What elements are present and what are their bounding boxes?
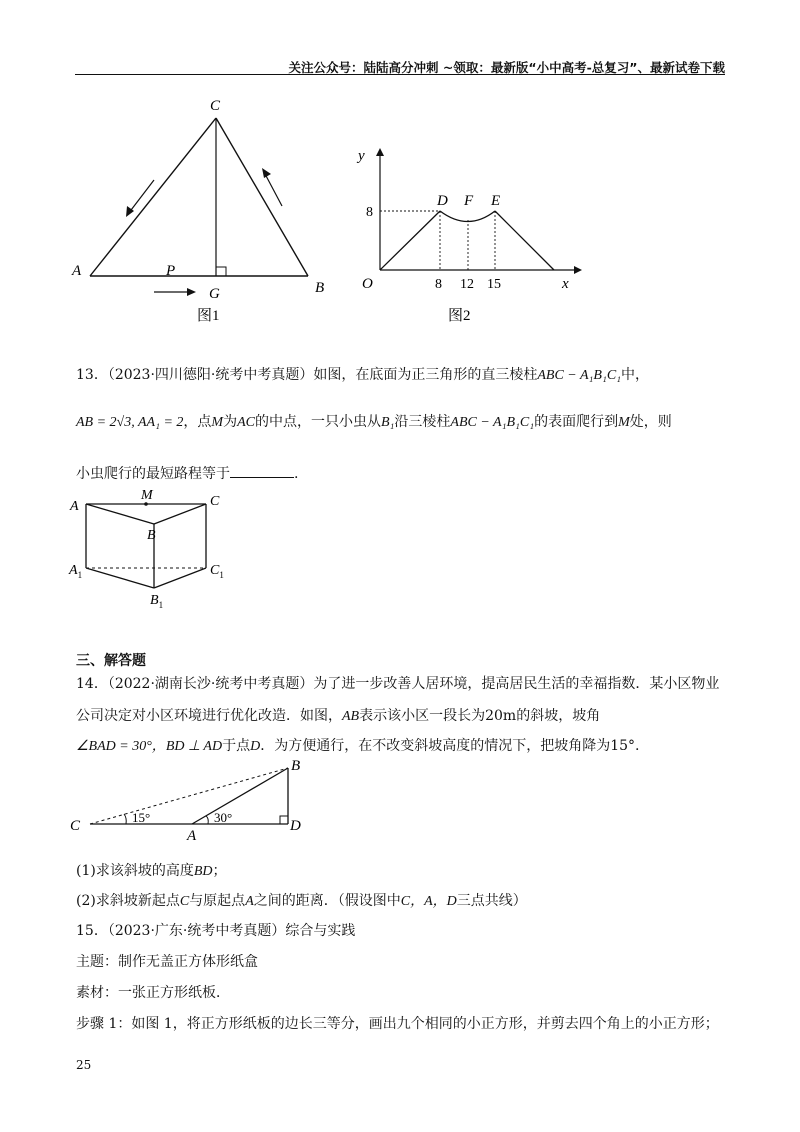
page-number: 25 (76, 1058, 92, 1072)
q15-line-1: 15．（2023·广东·统考中考真题）综合与实践 (76, 923, 356, 939)
header-rule (75, 74, 725, 75)
label-B: B (315, 280, 325, 296)
slope-label-A: A (187, 828, 197, 840)
label-P: P (166, 263, 176, 279)
figure-2 (352, 140, 592, 326)
angle-30: 30° (214, 810, 233, 825)
q13-line-2: AB = 2√3, AA₁ = 2，点M为AC的中点，一只小虫从B₁沿三棱柱ABC − A₁B₁C₁的表面爬行到M处，则 (76, 414, 672, 430)
label-A: A (72, 263, 82, 279)
angle-15: 15° (132, 810, 151, 825)
q15-theme: 主题：制作无盖正方体形纸盒 (76, 954, 258, 970)
slope-label-C: C (70, 818, 81, 834)
figure-1 (66, 92, 336, 324)
q14-part-2: (2)求斜坡新起点C与原起点A之间的距离．（假设图中C，A，D三点共线） (76, 893, 527, 909)
q15-material: 素材：一张正方形纸板． (76, 985, 230, 1001)
label-C: C (210, 98, 221, 114)
q14-line-1: 14．（2022·湖南长沙·统考中考真题）为了进一步改善人居环境，提高居民生活的幸福指数．某小区物业 (76, 676, 720, 692)
q15-step-1: 步骤 1：如图 1，将正方形纸板的边长三等分，画出九个相同的小正方形，并剪去四个角上的小正方形； (76, 1016, 719, 1032)
tick-x-15: 15 (487, 277, 501, 292)
label-F: F (464, 193, 474, 209)
label-G: G (209, 286, 220, 302)
prism-label-M: M (141, 488, 153, 503)
label-E: E (491, 193, 501, 209)
figure-prism (66, 486, 236, 614)
figure-slope (66, 756, 326, 840)
origin-label: O (362, 276, 373, 292)
q14-part-1: (1)求该斜坡的高度BD； (76, 863, 227, 879)
axis-x-label: x (562, 276, 569, 292)
q14-line-2: 公司决定对小区环境进行优化改造．如图，AB表示该小区一段长为20m的斜坡，坡角 (76, 708, 601, 724)
figure-1-caption: 图1 (197, 308, 220, 324)
section-heading: 三、解答题 (76, 653, 146, 669)
figure-2-caption: 图2 (448, 308, 471, 324)
prism-label-B1: $B_1$ (150, 593, 164, 610)
axis-y-label: y (358, 148, 365, 164)
q13-line-1: 13．（2023·四川德阳·统考中考真题）如图，在底面为正三角形的直三棱柱ABC − A₁B₁C₁中， (76, 367, 650, 383)
prism-label-A: A (70, 499, 79, 514)
prism-label-C: C (210, 494, 220, 509)
answer-blank (230, 465, 294, 478)
slope-label-B: B (291, 758, 301, 774)
label-D: D (437, 193, 448, 209)
prism-label-B: B (147, 528, 156, 543)
prism-label-A1: $A_1$ (69, 563, 83, 580)
tick-y-8: 8 (366, 205, 373, 220)
page-header: 关注公众号：陆陆高分冲刺 ~领取：最新版“小中高考-总复习”、最新试卷下载 (288, 60, 725, 75)
tick-x-12: 12 (460, 277, 474, 292)
q14-line-3: ∠BAD = 30°，BD ⊥ AD于点D．为方便通行，在不改变斜坡高度的情况下，把坡角降为15°. (76, 738, 640, 754)
tick-x-8: 8 (435, 277, 442, 292)
slope-label-D: D (290, 818, 301, 834)
prism-label-C1: $C_1$ (210, 563, 224, 580)
q13-line-3: 小虫爬行的最短路程等于 . (76, 466, 299, 482)
